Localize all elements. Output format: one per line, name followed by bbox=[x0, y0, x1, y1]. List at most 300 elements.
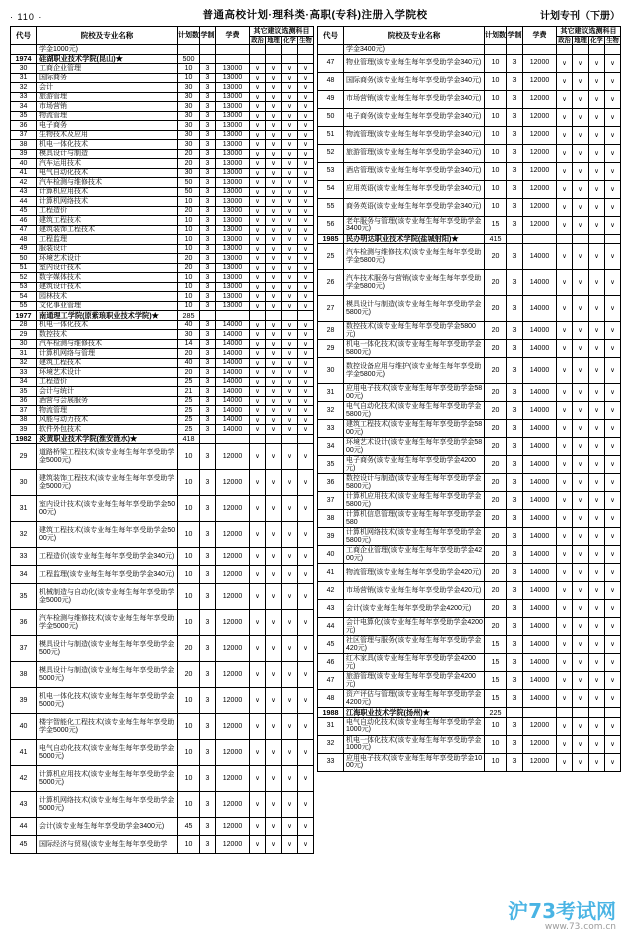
cell-name: 机电一体化技术 bbox=[37, 320, 178, 330]
cell-year: 3 bbox=[507, 600, 523, 618]
cell-name: 会计(该专业每生每年享受助学金3400元) bbox=[37, 818, 178, 836]
cell-politics: ∨ bbox=[557, 456, 573, 474]
cell-plan: 30 bbox=[178, 168, 200, 178]
cell-biology: ∨ bbox=[298, 168, 314, 178]
page-title: 普通高校计划·理科类·高职(专科)注册入学院校 bbox=[202, 9, 428, 21]
cell-geography: ∨ bbox=[266, 83, 282, 93]
cell-chemistry: ∨ bbox=[282, 522, 298, 548]
cell-geography: ∨ bbox=[266, 358, 282, 368]
cell-fee: 14000 bbox=[216, 339, 250, 349]
cell-politics: ∨ bbox=[557, 618, 573, 636]
cell-politics: ∨ bbox=[557, 358, 573, 384]
cell-biology: ∨ bbox=[298, 206, 314, 216]
cell-chemistry: ∨ bbox=[282, 83, 298, 93]
cell-chemistry: ∨ bbox=[282, 387, 298, 397]
cell-year: 3 bbox=[507, 244, 523, 270]
cell-plan: 50 bbox=[178, 187, 200, 197]
cell-biology: ∨ bbox=[605, 654, 621, 672]
table-row bbox=[318, 474, 621, 492]
header-plan: 计划数 bbox=[178, 27, 200, 45]
cell-biology: ∨ bbox=[605, 492, 621, 510]
cell-year: 3 bbox=[507, 654, 523, 672]
cell-politics: ∨ bbox=[250, 548, 266, 566]
table-row bbox=[318, 72, 621, 90]
cell-fee bbox=[523, 708, 557, 718]
cell-politics bbox=[250, 311, 266, 321]
cell-biology: ∨ bbox=[605, 474, 621, 492]
cell-name: 民办明达职业技术学院(盐城射阳)★ bbox=[344, 234, 485, 244]
cell-plan: 10 bbox=[485, 162, 507, 180]
table-row bbox=[318, 753, 621, 771]
cell-name: 软件外包技术 bbox=[37, 425, 178, 435]
table-row bbox=[11, 406, 314, 416]
cell-politics: ∨ bbox=[250, 425, 266, 435]
cell-biology: ∨ bbox=[298, 792, 314, 818]
cell-code: 1977 bbox=[11, 311, 37, 321]
cell-biology: ∨ bbox=[298, 121, 314, 131]
cell-politics: ∨ bbox=[557, 54, 573, 72]
watermark bbox=[508, 895, 616, 932]
cell-geography: ∨ bbox=[266, 159, 282, 169]
cell-chemistry: ∨ bbox=[282, 496, 298, 522]
school-row bbox=[11, 311, 314, 321]
cell-chemistry: ∨ bbox=[282, 358, 298, 368]
header-name: 院校及专业名称 bbox=[37, 27, 178, 45]
cell-biology: ∨ bbox=[605, 438, 621, 456]
cell-chemistry: ∨ bbox=[282, 396, 298, 406]
cell-fee: 14000 bbox=[216, 377, 250, 387]
cell-politics: ∨ bbox=[250, 111, 266, 121]
cell-chemistry: ∨ bbox=[589, 270, 605, 296]
cell-biology: ∨ bbox=[298, 64, 314, 74]
cell-name: 机电一体化技术(该专业每生每年享受助学金1000元) bbox=[344, 735, 485, 753]
cell-name: 建筑工程技术(该专业每生每年享受助学金5800元) bbox=[344, 420, 485, 438]
cell-fee: 13000 bbox=[216, 244, 250, 254]
cell-code: 34 bbox=[11, 566, 37, 584]
cell-name: 道路桥梁工程技术(该专业每生每年享受助学金5000元) bbox=[37, 444, 178, 470]
cell-plan: 10 bbox=[178, 444, 200, 470]
cell-plan: 10 bbox=[178, 566, 200, 584]
cell-year: 3 bbox=[200, 818, 216, 836]
cell-year: 3 bbox=[200, 792, 216, 818]
cell-fee: 14000 bbox=[216, 320, 250, 330]
cell-name: 楼宇智能化工程技术(该专业每生每年享受助学金5000元) bbox=[37, 714, 178, 740]
table-row bbox=[11, 349, 314, 359]
cell-fee: 13000 bbox=[216, 206, 250, 216]
cell-geography: ∨ bbox=[266, 406, 282, 416]
cell-year: 3 bbox=[507, 492, 523, 510]
cell-fee: 12000 bbox=[216, 792, 250, 818]
table-row bbox=[11, 377, 314, 387]
cell-geography: ∨ bbox=[573, 735, 589, 753]
cell-geography: ∨ bbox=[266, 111, 282, 121]
cell-biology: ∨ bbox=[298, 244, 314, 254]
table-row bbox=[318, 126, 621, 144]
cell-code: 34 bbox=[11, 102, 37, 112]
cell-biology: ∨ bbox=[605, 322, 621, 340]
cell-biology: ∨ bbox=[605, 244, 621, 270]
cell-chemistry bbox=[282, 311, 298, 321]
cell-code: 42 bbox=[11, 766, 37, 792]
cell-plan: 20 bbox=[485, 420, 507, 438]
cell-biology: ∨ bbox=[298, 92, 314, 102]
cell-biology: ∨ bbox=[605, 546, 621, 564]
cell-name: 学金3400元) bbox=[344, 45, 485, 55]
cell-geography bbox=[266, 311, 282, 321]
cell-year: 3 bbox=[200, 282, 216, 292]
cell-chemistry: ∨ bbox=[589, 162, 605, 180]
cell-year: 3 bbox=[200, 168, 216, 178]
cell-year bbox=[507, 708, 523, 718]
table-row bbox=[11, 444, 314, 470]
table-row bbox=[11, 387, 314, 397]
publication-label: 计划专刊（下册） bbox=[540, 11, 620, 22]
cell-biology: ∨ bbox=[605, 340, 621, 358]
cell-year: 3 bbox=[507, 420, 523, 438]
cell-biology: ∨ bbox=[605, 144, 621, 162]
cell-year bbox=[200, 45, 216, 55]
cell-plan: 20 bbox=[485, 600, 507, 618]
cell-code: 48 bbox=[318, 72, 344, 90]
cell-code: 47 bbox=[318, 54, 344, 72]
cell-year: 3 bbox=[200, 396, 216, 406]
cell-fee: 14000 bbox=[216, 425, 250, 435]
cell-code: 33 bbox=[318, 420, 344, 438]
cell-code: 37 bbox=[11, 130, 37, 140]
cell-politics: ∨ bbox=[250, 836, 266, 854]
left-column bbox=[10, 26, 313, 854]
table-header-row bbox=[318, 27, 621, 37]
cell-code: 29 bbox=[11, 330, 37, 340]
cell-politics: ∨ bbox=[250, 140, 266, 150]
cell-name: 物流管理(该专业每生每年享受助学金340元) bbox=[344, 126, 485, 144]
cell-chemistry: ∨ bbox=[282, 197, 298, 207]
cell-politics: ∨ bbox=[250, 187, 266, 197]
cell-year bbox=[507, 45, 523, 55]
cell-politics: ∨ bbox=[557, 753, 573, 771]
table-row bbox=[11, 522, 314, 548]
cell-plan: 418 bbox=[178, 434, 200, 444]
cell-plan: 20 bbox=[485, 564, 507, 582]
cell-year: 3 bbox=[200, 349, 216, 359]
table-row bbox=[11, 140, 314, 150]
table-row bbox=[318, 358, 621, 384]
cell-plan: 30 bbox=[178, 121, 200, 131]
cell-chemistry: ∨ bbox=[589, 690, 605, 708]
cell-geography: ∨ bbox=[573, 618, 589, 636]
cell-fee: 13000 bbox=[216, 83, 250, 93]
cell-plan: 500 bbox=[178, 54, 200, 64]
cell-year: 3 bbox=[507, 126, 523, 144]
cell-fee: 14000 bbox=[523, 618, 557, 636]
cell-year: 3 bbox=[200, 662, 216, 688]
cell-code: 53 bbox=[11, 282, 37, 292]
cell-politics: ∨ bbox=[250, 121, 266, 131]
cell-year: 3 bbox=[507, 322, 523, 340]
cell-plan: 10 bbox=[178, 496, 200, 522]
cell-year: 3 bbox=[507, 564, 523, 582]
cell-politics: ∨ bbox=[250, 216, 266, 226]
cell-geography bbox=[266, 434, 282, 444]
cell-geography: ∨ bbox=[573, 510, 589, 528]
cell-name: 工程监理(该专业每生每年享受助学金340元) bbox=[37, 566, 178, 584]
cell-biology: ∨ bbox=[298, 254, 314, 264]
cell-plan: 20 bbox=[485, 510, 507, 528]
cell-code: 29 bbox=[11, 444, 37, 470]
cell-chemistry bbox=[589, 234, 605, 244]
cell-chemistry: ∨ bbox=[282, 377, 298, 387]
cell-politics: ∨ bbox=[250, 818, 266, 836]
table-row bbox=[11, 282, 314, 292]
cell-plan: 10 bbox=[178, 73, 200, 83]
cell-politics: ∨ bbox=[250, 566, 266, 584]
table-row bbox=[11, 263, 314, 273]
cell-name: 计算机网络技术(该专业每生每年享受助学金5800元) bbox=[344, 528, 485, 546]
cell-code: 35 bbox=[11, 111, 37, 121]
cell-fee: 13000 bbox=[216, 225, 250, 235]
cell-code: 53 bbox=[318, 162, 344, 180]
cell-geography: ∨ bbox=[266, 368, 282, 378]
cell-geography: ∨ bbox=[266, 584, 282, 610]
cell-fee: 12000 bbox=[523, 198, 557, 216]
cell-code bbox=[318, 45, 344, 55]
cell-name: 机电一体化技术 bbox=[37, 140, 178, 150]
cell-year: 3 bbox=[200, 387, 216, 397]
header-subject-geography: 地理 bbox=[267, 37, 280, 45]
table-row bbox=[11, 584, 314, 610]
cell-fee: 12000 bbox=[216, 566, 250, 584]
cell-code: 41 bbox=[11, 740, 37, 766]
cell-year: 3 bbox=[200, 64, 216, 74]
cell-name: 数控技术(该专业每生每年享受助学金5800元) bbox=[344, 322, 485, 340]
cell-name: 汽车检测与维修技术(该专业每生每年享受助学金5000元) bbox=[37, 610, 178, 636]
cell-year: 3 bbox=[507, 90, 523, 108]
cell-politics: ∨ bbox=[250, 740, 266, 766]
cell-code: 1985 bbox=[318, 234, 344, 244]
watermark-subtext: www.73.com.cn bbox=[544, 922, 616, 932]
cell-fee: 13000 bbox=[216, 64, 250, 74]
cell-chemistry: ∨ bbox=[282, 301, 298, 311]
cell-geography: ∨ bbox=[266, 254, 282, 264]
cell-politics: ∨ bbox=[250, 149, 266, 159]
cell-biology bbox=[605, 45, 621, 55]
cell-plan: 10 bbox=[485, 180, 507, 198]
cell-year: 3 bbox=[200, 358, 216, 368]
cell-biology: ∨ bbox=[298, 178, 314, 188]
cell-year: 3 bbox=[200, 330, 216, 340]
cell-geography: ∨ bbox=[573, 198, 589, 216]
cell-year: 3 bbox=[507, 198, 523, 216]
cell-name: 园林技术 bbox=[37, 292, 178, 302]
cell-politics: ∨ bbox=[250, 714, 266, 740]
cell-geography: ∨ bbox=[573, 384, 589, 402]
cell-fee: 14000 bbox=[523, 492, 557, 510]
school-row bbox=[11, 434, 314, 444]
cell-plan: 30 bbox=[178, 140, 200, 150]
cell-year: 3 bbox=[200, 636, 216, 662]
cell-code: 44 bbox=[318, 618, 344, 636]
cell-geography: ∨ bbox=[266, 818, 282, 836]
cell-geography bbox=[573, 45, 589, 55]
cell-year: 3 bbox=[507, 144, 523, 162]
cell-biology: ∨ bbox=[298, 496, 314, 522]
table-row bbox=[318, 528, 621, 546]
cell-year: 3 bbox=[507, 510, 523, 528]
cell-name: 建筑装饰工程技术(该专业每生每年享受助学金5000元) bbox=[37, 470, 178, 496]
cell-year: 3 bbox=[200, 548, 216, 566]
cell-year: 3 bbox=[507, 162, 523, 180]
cell-name: 建筑工程技术 bbox=[37, 216, 178, 226]
table-row bbox=[11, 662, 314, 688]
cell-geography: ∨ bbox=[266, 225, 282, 235]
cell-geography: ∨ bbox=[573, 474, 589, 492]
cell-biology: ∨ bbox=[298, 301, 314, 311]
cell-year: 3 bbox=[200, 320, 216, 330]
cell-chemistry: ∨ bbox=[589, 600, 605, 618]
cell-code: 55 bbox=[318, 198, 344, 216]
table-row bbox=[11, 688, 314, 714]
cell-year: 3 bbox=[200, 584, 216, 610]
cell-biology: ∨ bbox=[298, 225, 314, 235]
cell-biology: ∨ bbox=[298, 566, 314, 584]
cell-geography: ∨ bbox=[266, 496, 282, 522]
cell-code: 39 bbox=[11, 688, 37, 714]
cell-name: 国际经济与贸易(该专业每生每年享受助学 bbox=[37, 836, 178, 854]
cell-code: 38 bbox=[11, 140, 37, 150]
cell-chemistry: ∨ bbox=[282, 102, 298, 112]
table-row bbox=[318, 510, 621, 528]
cell-code: 31 bbox=[318, 384, 344, 402]
cell-fee: 14000 bbox=[523, 564, 557, 582]
cell-code: 43 bbox=[318, 600, 344, 618]
cell-politics: ∨ bbox=[250, 470, 266, 496]
cell-fee: 14000 bbox=[523, 690, 557, 708]
cell-politics: ∨ bbox=[250, 159, 266, 169]
cell-geography: ∨ bbox=[266, 168, 282, 178]
table-row bbox=[318, 244, 621, 270]
cell-chemistry: ∨ bbox=[282, 339, 298, 349]
cell-geography: ∨ bbox=[573, 582, 589, 600]
cell-geography: ∨ bbox=[266, 187, 282, 197]
cell-fee: 12000 bbox=[523, 144, 557, 162]
header-code: 代号 bbox=[318, 27, 344, 45]
cell-chemistry: ∨ bbox=[589, 402, 605, 420]
cell-biology: ∨ bbox=[605, 358, 621, 384]
cell-code: 37 bbox=[318, 492, 344, 510]
cell-politics: ∨ bbox=[557, 270, 573, 296]
cell-fee: 12000 bbox=[216, 636, 250, 662]
cell-fee: 12000 bbox=[523, 108, 557, 126]
cell-biology: ∨ bbox=[298, 636, 314, 662]
cell-chemistry: ∨ bbox=[282, 111, 298, 121]
cell-name: 汽车技术服务与营销(该专业每生每年享受助学金5800元) bbox=[344, 270, 485, 296]
cell-geography: ∨ bbox=[573, 528, 589, 546]
cell-politics: ∨ bbox=[250, 349, 266, 359]
cell-fee bbox=[523, 234, 557, 244]
cell-biology: ∨ bbox=[605, 528, 621, 546]
cell-fee: 12000 bbox=[523, 717, 557, 735]
cell-name: 汽车检测与维修技术 bbox=[37, 339, 178, 349]
cell-chemistry: ∨ bbox=[282, 273, 298, 283]
cell-fee: 14000 bbox=[523, 244, 557, 270]
cell-chemistry: ∨ bbox=[589, 564, 605, 582]
cell-name: 服装设计 bbox=[37, 244, 178, 254]
cell-fee: 12000 bbox=[216, 740, 250, 766]
cell-chemistry: ∨ bbox=[282, 406, 298, 416]
cell-plan: 30 bbox=[178, 102, 200, 112]
cell-biology: ∨ bbox=[298, 235, 314, 245]
cell-plan: 10 bbox=[485, 144, 507, 162]
cell-plan: 21 bbox=[178, 387, 200, 397]
cell-geography: ∨ bbox=[266, 301, 282, 311]
cell-politics: ∨ bbox=[250, 254, 266, 264]
cell-chemistry: ∨ bbox=[589, 420, 605, 438]
school-row bbox=[318, 234, 621, 244]
table-row bbox=[318, 198, 621, 216]
cell-biology: ∨ bbox=[298, 83, 314, 93]
cell-code: 30 bbox=[11, 64, 37, 74]
cell-plan: 10 bbox=[178, 225, 200, 235]
cell-politics: ∨ bbox=[250, 263, 266, 273]
cell-chemistry: ∨ bbox=[589, 636, 605, 654]
cell-year: 3 bbox=[507, 216, 523, 234]
cell-geography: ∨ bbox=[266, 548, 282, 566]
cell-code: 55 bbox=[11, 301, 37, 311]
cell-fee: 13000 bbox=[216, 168, 250, 178]
cell-biology bbox=[298, 434, 314, 444]
cell-biology bbox=[298, 311, 314, 321]
cell-plan: 20 bbox=[485, 402, 507, 420]
cell-chemistry: ∨ bbox=[589, 546, 605, 564]
cell-year: 3 bbox=[200, 836, 216, 854]
cell-year: 3 bbox=[200, 140, 216, 150]
cell-politics: ∨ bbox=[250, 396, 266, 406]
cell-name: 建筑设计技术 bbox=[37, 282, 178, 292]
cell-politics: ∨ bbox=[250, 292, 266, 302]
watermark-text: 沪73考试网 bbox=[508, 899, 616, 923]
cell-politics: ∨ bbox=[557, 546, 573, 564]
table-row bbox=[11, 766, 314, 792]
cell-name: 机电一体化技术(该专业每生每年享受助学金5800元) bbox=[344, 340, 485, 358]
cell-politics bbox=[557, 234, 573, 244]
cell-chemistry: ∨ bbox=[589, 717, 605, 735]
cell-politics: ∨ bbox=[250, 168, 266, 178]
cell-politics: ∨ bbox=[557, 510, 573, 528]
cell-politics: ∨ bbox=[250, 358, 266, 368]
cell-code: 40 bbox=[11, 159, 37, 169]
cell-chemistry: ∨ bbox=[282, 263, 298, 273]
cell-code: 44 bbox=[11, 197, 37, 207]
cell-plan: 10 bbox=[178, 64, 200, 74]
header-subject-biology: 生物 bbox=[299, 37, 312, 45]
cell-chemistry: ∨ bbox=[589, 126, 605, 144]
cell-geography: ∨ bbox=[573, 717, 589, 735]
cell-year: 3 bbox=[507, 402, 523, 420]
cell-geography: ∨ bbox=[266, 206, 282, 216]
cell-chemistry: ∨ bbox=[282, 566, 298, 584]
cell-fee: 14000 bbox=[523, 402, 557, 420]
table-row bbox=[11, 818, 314, 836]
cell-year: 3 bbox=[200, 130, 216, 140]
cell-chemistry: ∨ bbox=[589, 735, 605, 753]
cell-fee: 12000 bbox=[216, 662, 250, 688]
cell-name: 汽车检测与维修技术(该专业每生每年享受助学金5800元) bbox=[344, 244, 485, 270]
cell-name: 计算机应用技术(该专业每生每年享受助学金5000元) bbox=[37, 766, 178, 792]
cell-fee: 14000 bbox=[216, 396, 250, 406]
cell-year: 3 bbox=[200, 225, 216, 235]
cell-code: 1982 bbox=[11, 434, 37, 444]
cell-politics: ∨ bbox=[557, 108, 573, 126]
